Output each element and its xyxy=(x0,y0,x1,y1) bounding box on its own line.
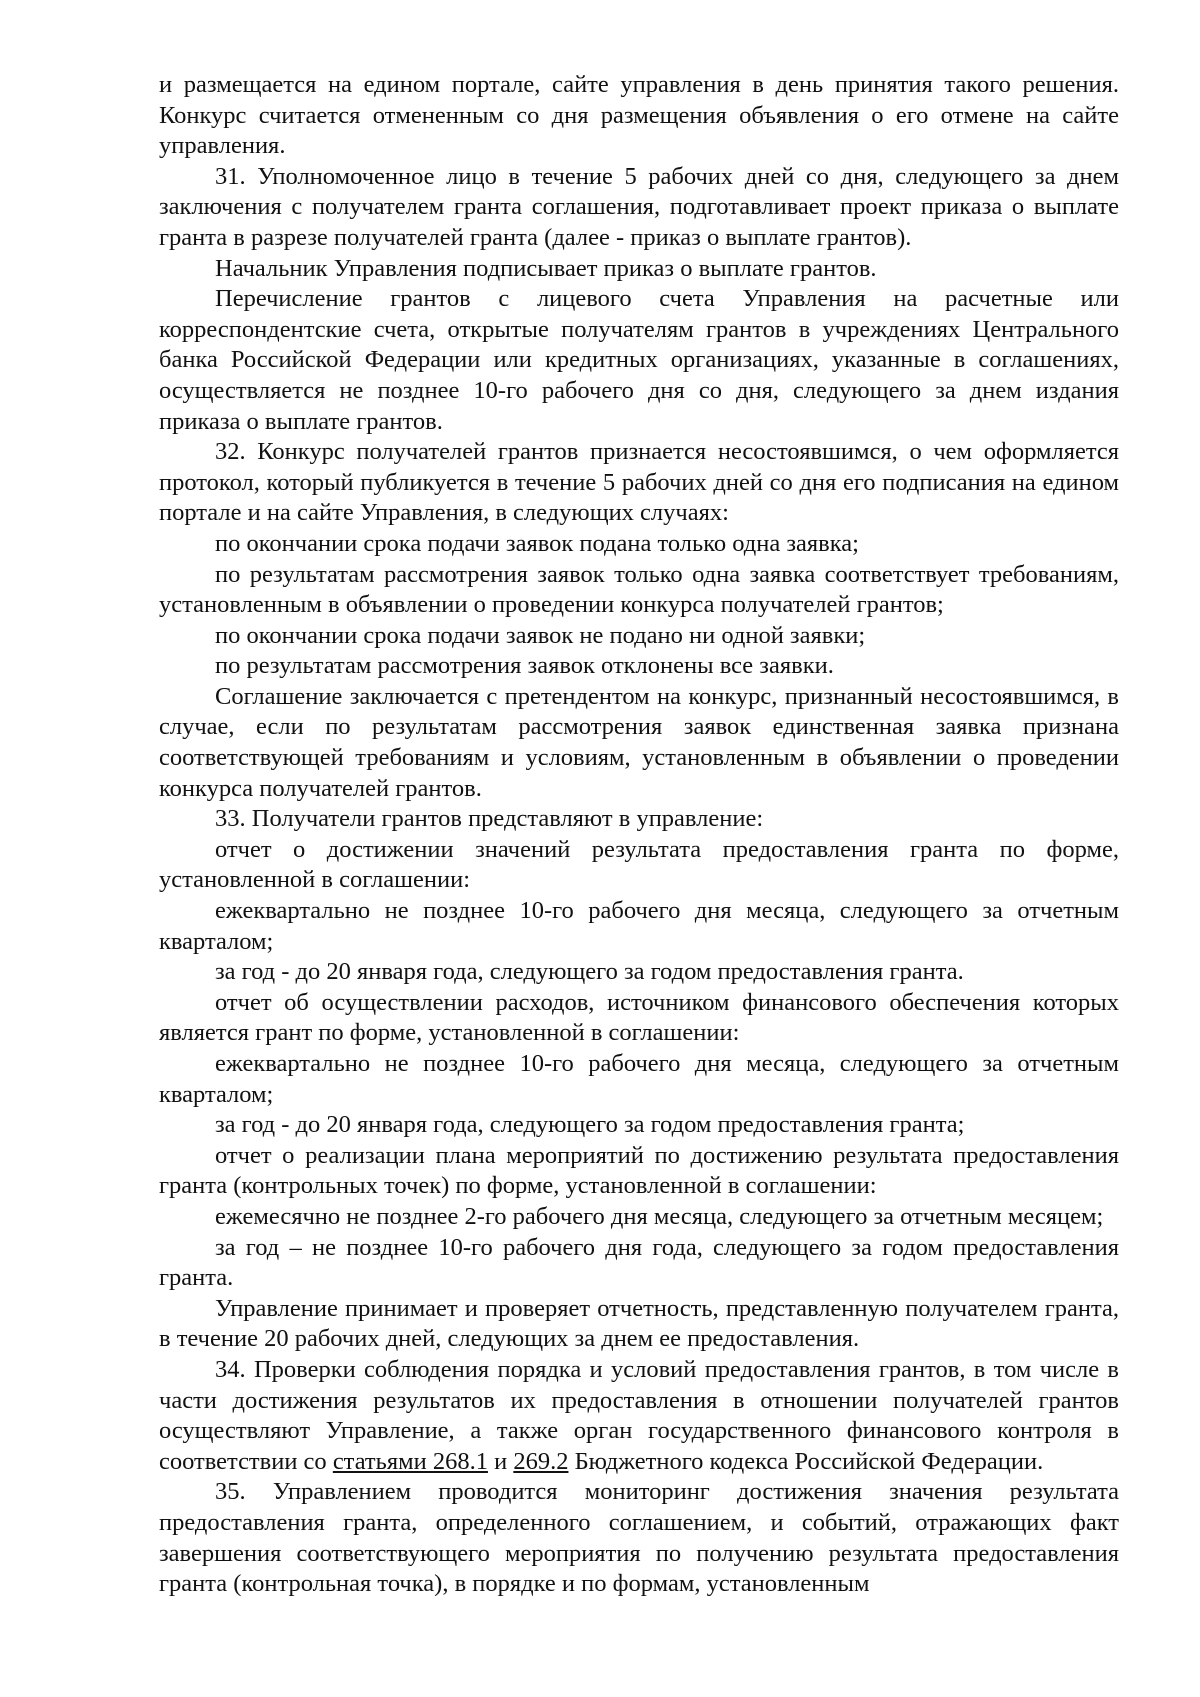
paragraph: за год - до 20 января года, следующего за годом предоставления гранта; xyxy=(215,1111,965,1139)
paragraph-34-text: Бюджетного кодекса Российской Федерации. xyxy=(568,1447,1044,1475)
paragraph-31: 31. Уполномоченное лицо в течение 5 рабочих дней со дня, следующего за днем заключения с получателем гранта соглашения, подготавливает проект приказа о выплате гранта в разрезе получателей гранта (далее - приказ о выплате грантов). xyxy=(159,162,1119,251)
paragraph-34-text: 34. Проверки соблюдения порядка и условий предоставления грантов, в том числе в части достижения результатов их предоставления в отношении получателей грантов осуществляют Управление, а также орган государственного финансового контроля в соответствии со xyxy=(159,1355,1119,1475)
paragraph: ежеквартально не позднее 10-го рабочего дня месяца, следующего за отчетным кварталом; xyxy=(159,1050,1119,1108)
paragraph: отчет о реализации плана мероприятий по достижению результата предоставления гранта (контрольных точек) по форме, установленной в соглашении: xyxy=(159,1141,1119,1200)
paragraph: за год – не позднее 10-го рабочего дня года, следующего за годом предоставления гранта. xyxy=(159,1233,1119,1292)
document-page xyxy=(159,70,1119,1600)
paragraph: и размещается на едином портале, сайте управления в день принятия такого решения. Конкурс считается отмененным со дня размещения объявления о его отмене на сайте управления. xyxy=(159,71,1119,160)
paragraph: Перечисление грантов с лицевого счета Управления на расчетные или корреспондентские счета, открытые получателям грантов в учреждениях Центрального банка Российской Федерации или кредитных организациях, указанные в соглашениях, осуществляется не позднее 10-го рабочего дня со дня, следующего за днем издания приказа о выплате грантов. xyxy=(159,285,1119,435)
paragraph-32: 32. Конкурс получателей грантов признается несостоявшимся, о чем оформляется протокол, который публикуется в течение 5 рабочих дней со дня его подписания на едином портале и на сайте Управления, в следующих случаях: xyxy=(159,438,1119,527)
paragraph: по окончании срока подачи заявок подана только одна заявка; xyxy=(215,529,859,557)
budget-code-article-269-2-link[interactable]: 269.2 xyxy=(513,1447,569,1475)
paragraph: отчет об осуществлении расходов, источником финансового обеспечения которых является грант по форме, установленной в соглашении: xyxy=(159,988,1119,1047)
paragraph-34 xyxy=(159,1355,1119,1477)
paragraph: ежеквартально не позднее 10-го рабочего дня месяца, следующего за отчетным кварталом; xyxy=(159,897,1119,955)
paragraph-34-text: и xyxy=(487,1447,514,1475)
paragraph-33: 33. Получатели грантов представляют в управление: xyxy=(215,805,764,833)
paragraph: отчет о достижении значений результата предоставления гранта по форме, установленной в соглашении: xyxy=(159,835,1119,894)
paragraph: по результатам рассмотрения заявок отклонены все заявки. xyxy=(215,652,834,680)
paragraph: Начальник Управления подписывает приказ о выплате грантов. xyxy=(215,254,877,282)
paragraph-35: 35. Управлением проводится мониторинг достижения значения результата предоставления гранта, определенного соглашением, и событий, отражающих факт завершения соответствующего мероприятия по получению результата предоставления гранта (контрольная точка), в порядке и по формам, установленным xyxy=(159,1478,1119,1598)
paragraph: по результатам рассмотрения заявок только одна заявка соответствует требованиям, установленным в объявлении о проведении конкурса получателей грантов; xyxy=(159,560,1119,619)
paragraph: по окончании срока подачи заявок не подано ни одной заявки; xyxy=(215,621,866,649)
budget-code-article-268-1-link[interactable]: статьями 268.1 xyxy=(332,1447,488,1475)
paragraph: Соглашение заключается с претендентом на конкурс, признанный несостоявшимся, в случае, если по результатам рассмотрения заявок единственная заявка признана соответствующей требованиям и условиям, установленным в объявлении о проведении конкурса получателей грантов. xyxy=(159,682,1119,802)
paragraph: Управление принимает и проверяет отчетность, представленную получателем гранта, в течение 20 рабочих дней, следующих за днем ее предоставления. xyxy=(159,1294,1119,1353)
paragraph: ежемесячно не позднее 2-го рабочего дня месяца, следующего за отчетным месяцем; xyxy=(215,1202,1104,1230)
paragraph: за год - до 20 января года, следующего за годом предоставления гранта. xyxy=(215,958,964,986)
